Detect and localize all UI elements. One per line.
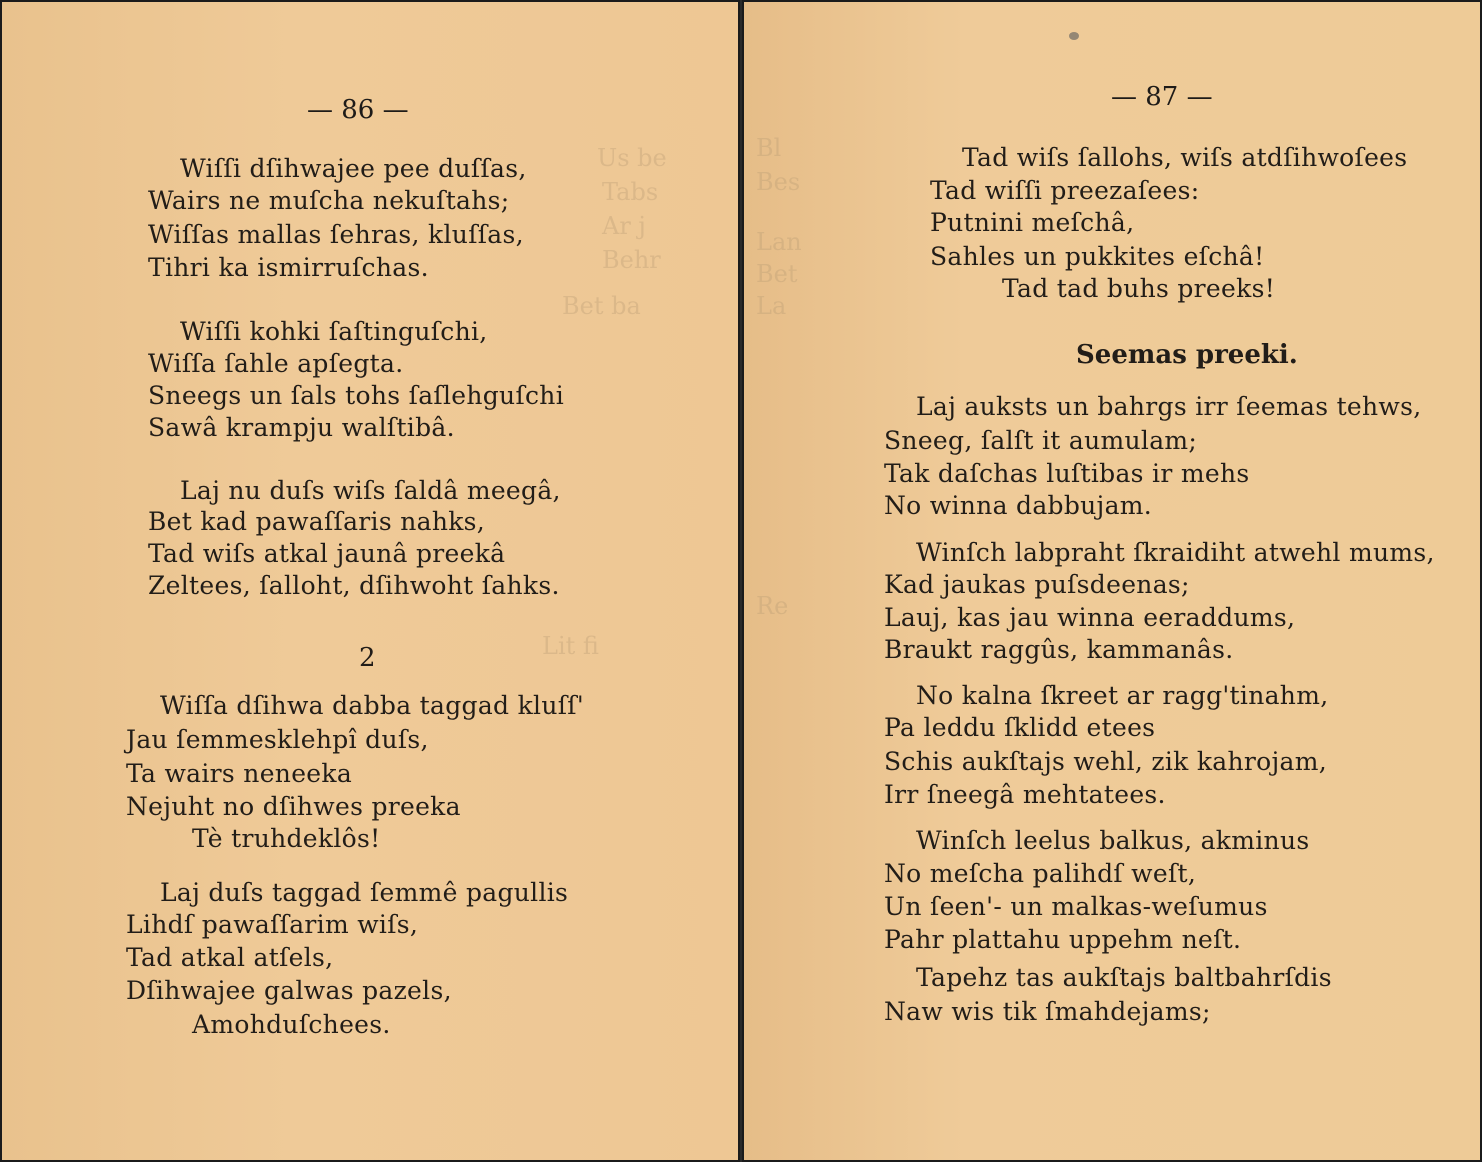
poem-line: Tak daſchas luſtibas ir mehs (884, 459, 1250, 488)
page-number: — 87 — (1111, 82, 1213, 112)
poem-line: Wiſſi kohki ſaſtinguſchi, (180, 317, 488, 346)
bleed-through-text: Tabs (602, 178, 659, 206)
poem-line: Braukt raggûs, kammanâs. (884, 635, 1234, 664)
poem-line: Wiſſas mallas ſehras, kluſſas, (148, 220, 524, 249)
poem-line: Winſch leelus balkus, akminus (916, 826, 1310, 855)
poem-line: No winna dabbujam. (884, 491, 1153, 520)
poem-line: Dſihwajee galwas pazels, (126, 976, 452, 1005)
poem-line: Sneeg, ſalſt it aumulam; (884, 426, 1198, 455)
poem-line: Tad wiſs ſallohs, wiſs atdſihwoſees (962, 143, 1408, 172)
bleed-through-text: Us be (597, 144, 667, 172)
poem-line: Wiſſa ſahle apſegta. (148, 349, 404, 378)
bleed-through-text: Bl (756, 134, 782, 162)
poem-line: Sneegs un ſals tohs ſaſlehguſchi (148, 381, 565, 410)
poem-line: Sahles un pukkites eſchâ! (930, 242, 1265, 271)
poem-line: Kad jaukas puſsdeenas; (884, 570, 1190, 599)
poem-line: No meſcha palihdſ weſt, (884, 859, 1197, 888)
poem-line: Pa leddu ſklidd etees (884, 713, 1156, 742)
poem-line: Laj duſs taggad ſemmê pagullis (160, 878, 569, 907)
poem-line: Wiſſi dſihwajee pee duſſas, (180, 154, 527, 183)
poem-line: Winſch labpraht ſkraidiht atwehl mums, (916, 538, 1435, 567)
poem-line: Tad wiſſi preezaſees: (930, 176, 1200, 205)
poem-line: Lihdſ pawaſſarim wiſs, (126, 910, 419, 939)
poem-line: Tapehz tas aukſtajs baltbahrſdis (916, 963, 1332, 992)
poem-line: Un ſeen'- un malkas-weſumus (884, 892, 1268, 921)
poem-line: Irr ſneegâ mehtatees. (884, 780, 1166, 809)
poem-line: Sawâ krampju walſtibâ. (148, 413, 455, 442)
bleed-through-text: Bet ba (562, 292, 641, 320)
poem-line: Naw wis tik ſmahdejams; (884, 997, 1211, 1026)
poem-line: Tad wiſs atkal jaunâ preekâ (148, 539, 506, 568)
poem-line: Nejuht no dſihwes preeka (126, 792, 461, 821)
poem-line: Laj auksts un bahrgs irr ſeemas tehws, (916, 392, 1422, 421)
poem-line: Laj nu duſs wiſs ſaldâ meegâ, (180, 476, 561, 505)
poem-line: Ta wairs neneeka (126, 759, 353, 788)
poem-line: Tihri ka ismirruſchas. (148, 253, 429, 282)
poem-line: Schis aukſtajs wehl, zik kahrojam, (884, 747, 1327, 776)
poem-line: Putnini meſchâ, (930, 208, 1135, 237)
page-number: — 86 — (307, 95, 409, 125)
poem-line: Pahr plattahu uppehm neſt. (884, 925, 1242, 954)
poem-line: Zeltees, ſalloht, dſihwoht ſahks. (148, 571, 560, 600)
bleed-through-text: Behr (602, 246, 661, 274)
poem-line: Wairs ne muſcha nekuſtahs; (148, 186, 510, 215)
section-number: 2 (359, 643, 376, 673)
bleed-through-text: Bet (756, 260, 798, 288)
poem-line: Tad tad buhs preeks! (1002, 274, 1276, 303)
right-page (742, 0, 1482, 1162)
bleed-through-text: Lit fi (542, 632, 599, 660)
bleed-through-text: Bes (756, 168, 801, 196)
bleed-through-text: Re (756, 592, 789, 620)
poem-heading: Seemas preeki. (1076, 340, 1298, 370)
poem-line: Amohduſchees. (192, 1010, 391, 1039)
left-page (0, 0, 740, 1162)
poem-line: Tè truhdeklôs! (192, 824, 381, 853)
poem-line: No kalna ſkreet ar ragg'tinahm, (916, 681, 1329, 710)
poem-line: Tad atkal atſels, (126, 943, 334, 972)
bleed-through-text: Lan (756, 228, 802, 256)
bleed-through-text: Ar j (602, 212, 646, 240)
poem-line: Lauj, kas jau winna eeraddums, (884, 603, 1296, 632)
poem-line: Jau ſemmesklehpî duſs, (126, 725, 429, 754)
poem-line: Wiſſa dſihwa dabba taggad kluſſ' (160, 691, 585, 720)
poem-line: Bet kad pawaſſaris nahks, (148, 507, 486, 536)
ink-smudge (1069, 32, 1079, 40)
bleed-through-text: La (756, 292, 787, 320)
